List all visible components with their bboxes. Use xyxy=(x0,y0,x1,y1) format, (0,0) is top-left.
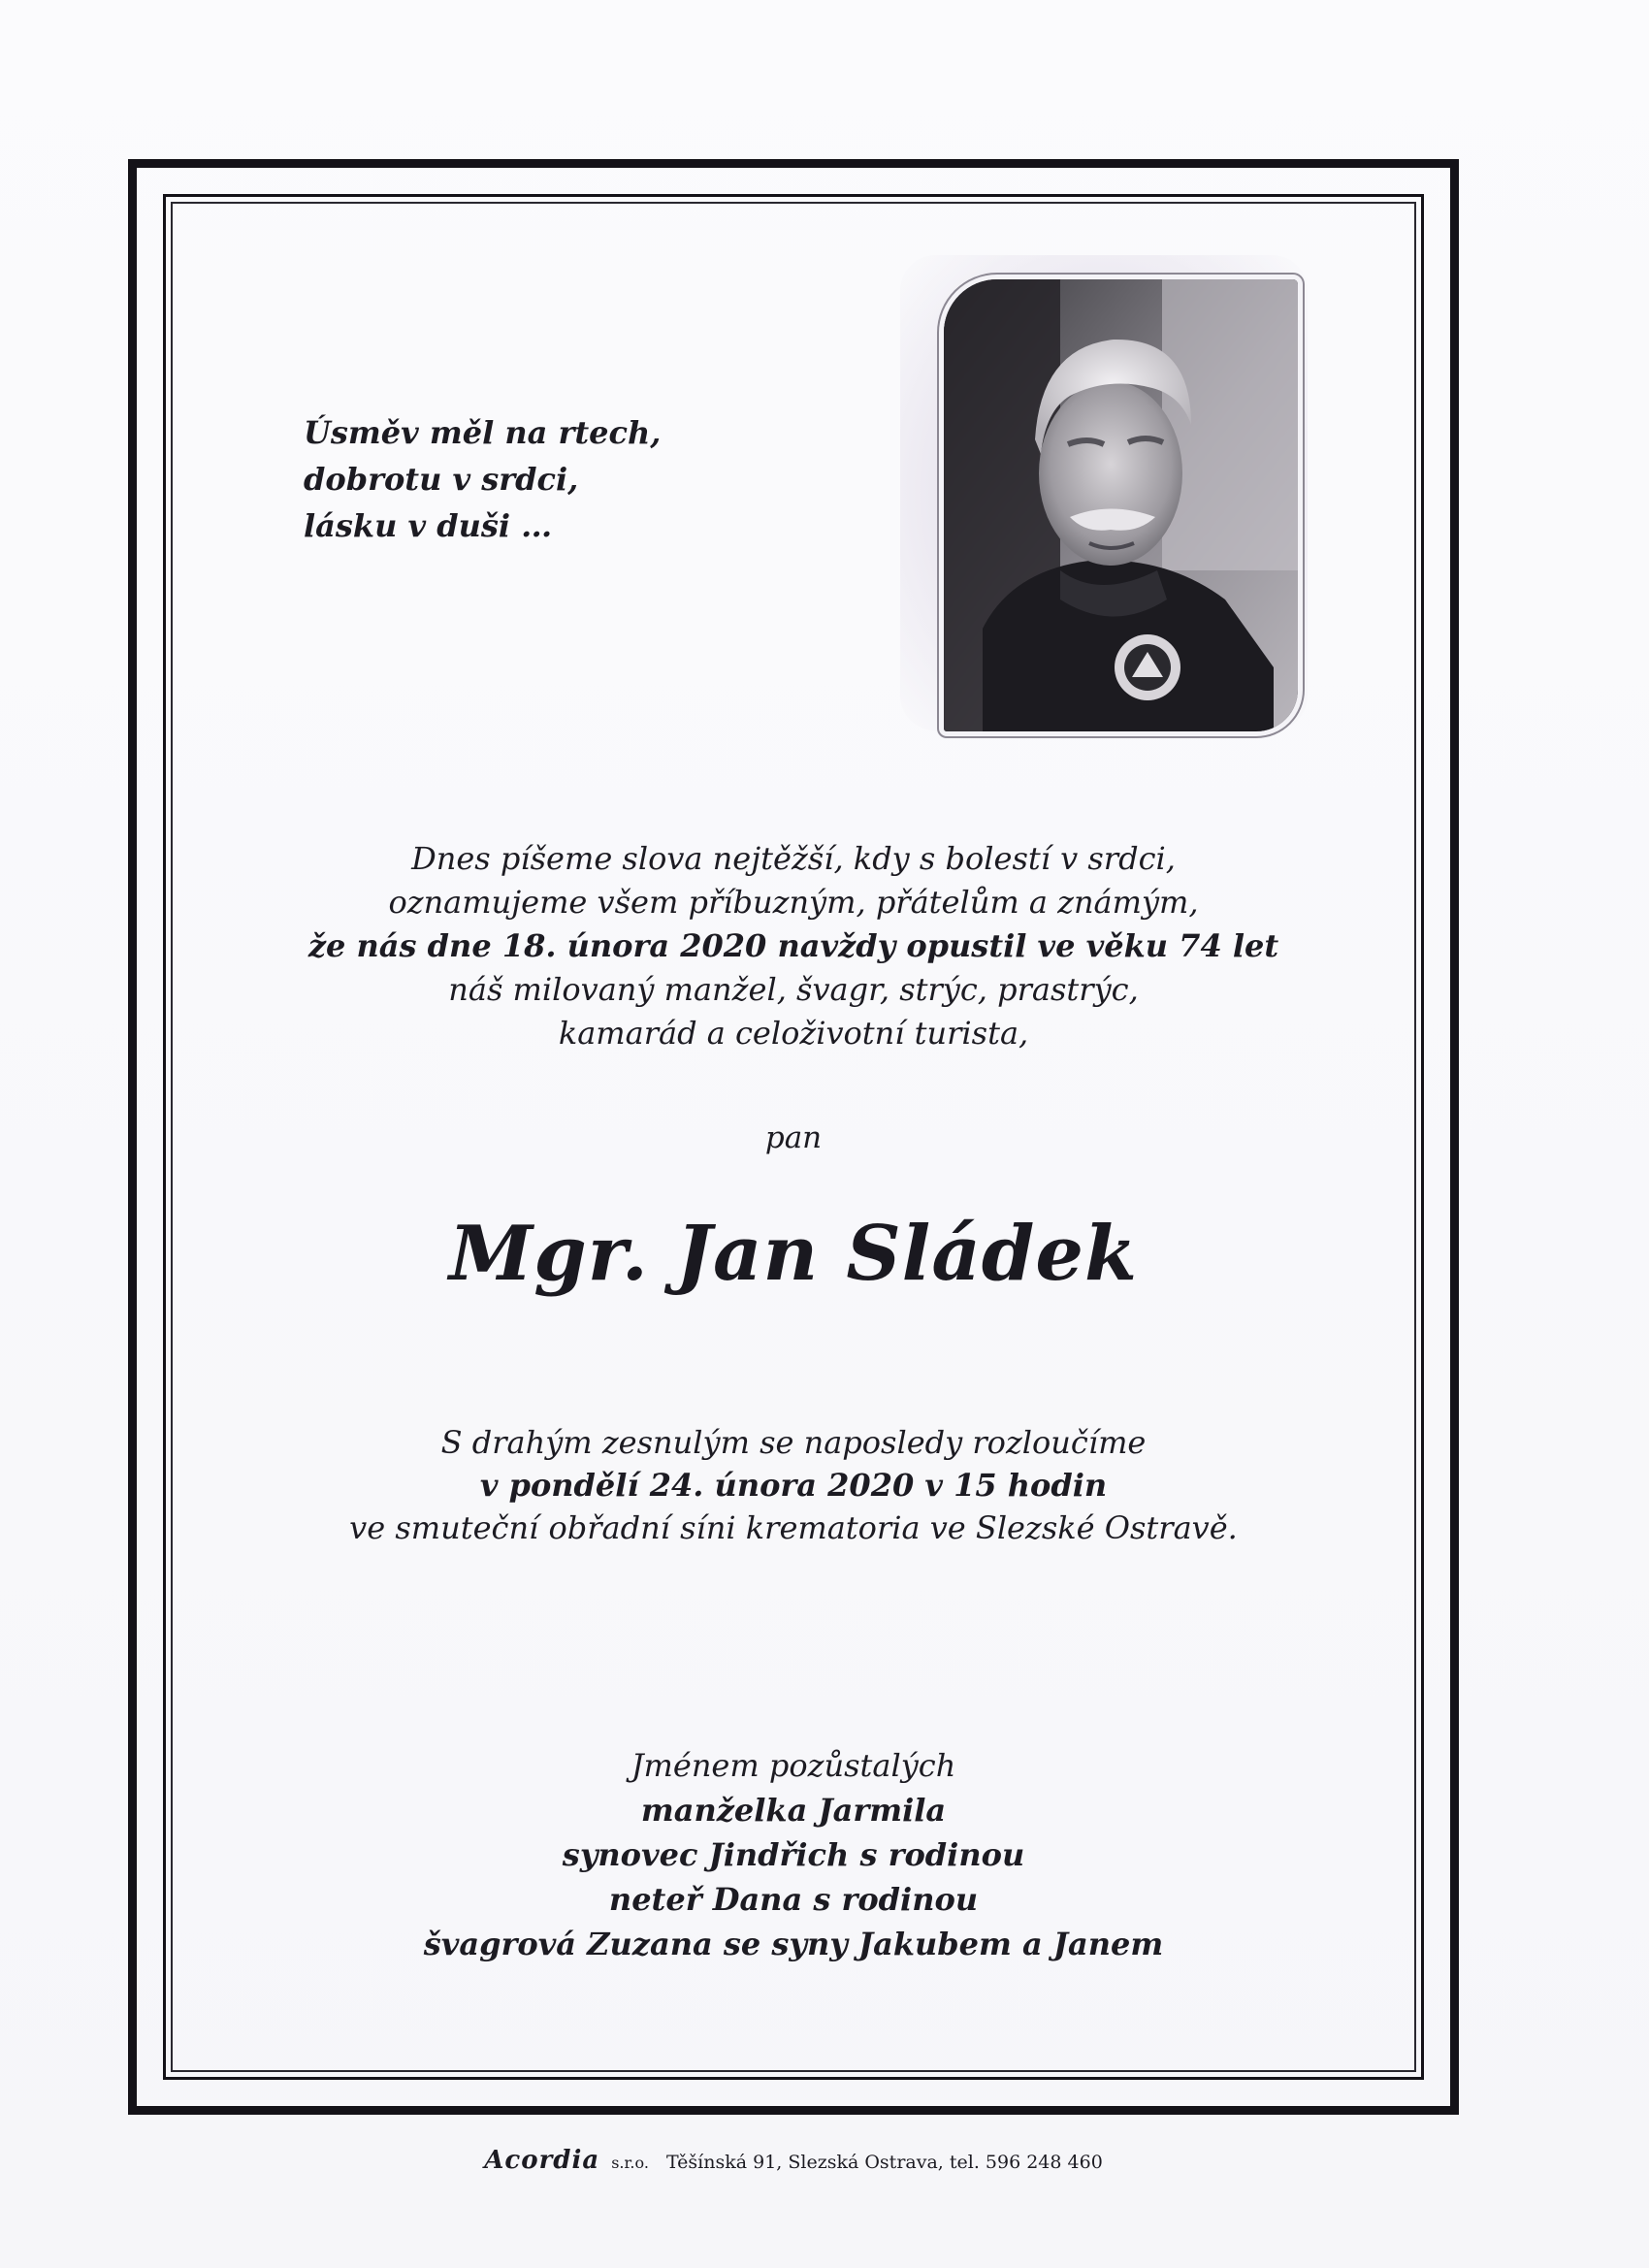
funeral-service-brand: Acordia xyxy=(484,2146,600,2175)
funeral-service-address: Těšínská 91, Slezská Ostrava, tel. 596 248 460 xyxy=(665,2152,1103,2173)
family-member: manželka Jarmila xyxy=(640,1792,947,1829)
portrait-photo xyxy=(939,275,1303,736)
motto xyxy=(304,409,661,549)
farewell-info xyxy=(242,1421,1344,1549)
funeral-service-legal: s.r.o. xyxy=(611,2154,649,2172)
announcement-line: oznamujeme všem příbuzným, přátelům a známým, xyxy=(388,884,1199,921)
family-signatures xyxy=(242,1743,1344,1966)
announcement-date-line: že nás dne 18. února 2020 navždy opustil ve věku 74 let xyxy=(307,927,1279,964)
family-member: synovec Jindřich s rodinou xyxy=(562,1836,1025,1873)
portrait-image xyxy=(944,279,1298,731)
announcement-line: kamarád a celoživotní turista, xyxy=(558,1015,1029,1052)
farewell-date-line: v pondělí 24. února 2020 v 15 hodin xyxy=(479,1467,1108,1504)
announcement xyxy=(242,837,1344,1055)
farewell-line: S drahým zesnulým se naposledy rozloučíme xyxy=(440,1424,1147,1461)
footer-imprint xyxy=(242,2146,1344,2175)
motto-line: lásku v duši … xyxy=(304,507,553,544)
pan-label: pan xyxy=(764,1120,823,1155)
family-member: švagrová Zuzana se syny Jakubem a Janem xyxy=(423,1926,1164,1962)
farewell-location-line: ve smuteční obřadní síni krematoria ve Slezské Ostravě. xyxy=(349,1509,1238,1546)
announcement-line: náš milovaný manžel, švagr, strýc, prastrýc, xyxy=(448,971,1139,1008)
deceased-name: Mgr. Jan Sládek xyxy=(448,1210,1139,1298)
motto-line: dobrotu v srdci, xyxy=(304,461,579,498)
family-member: neteř Dana s rodinou xyxy=(608,1881,979,1918)
announcement-line: Dnes píšeme slova nejtěžší, kdy s bolestí v srdci, xyxy=(411,840,1176,877)
family-intro: Jménem pozůstalých xyxy=(630,1747,956,1784)
motto-line: Úsměv měl na rtech, xyxy=(304,414,662,451)
